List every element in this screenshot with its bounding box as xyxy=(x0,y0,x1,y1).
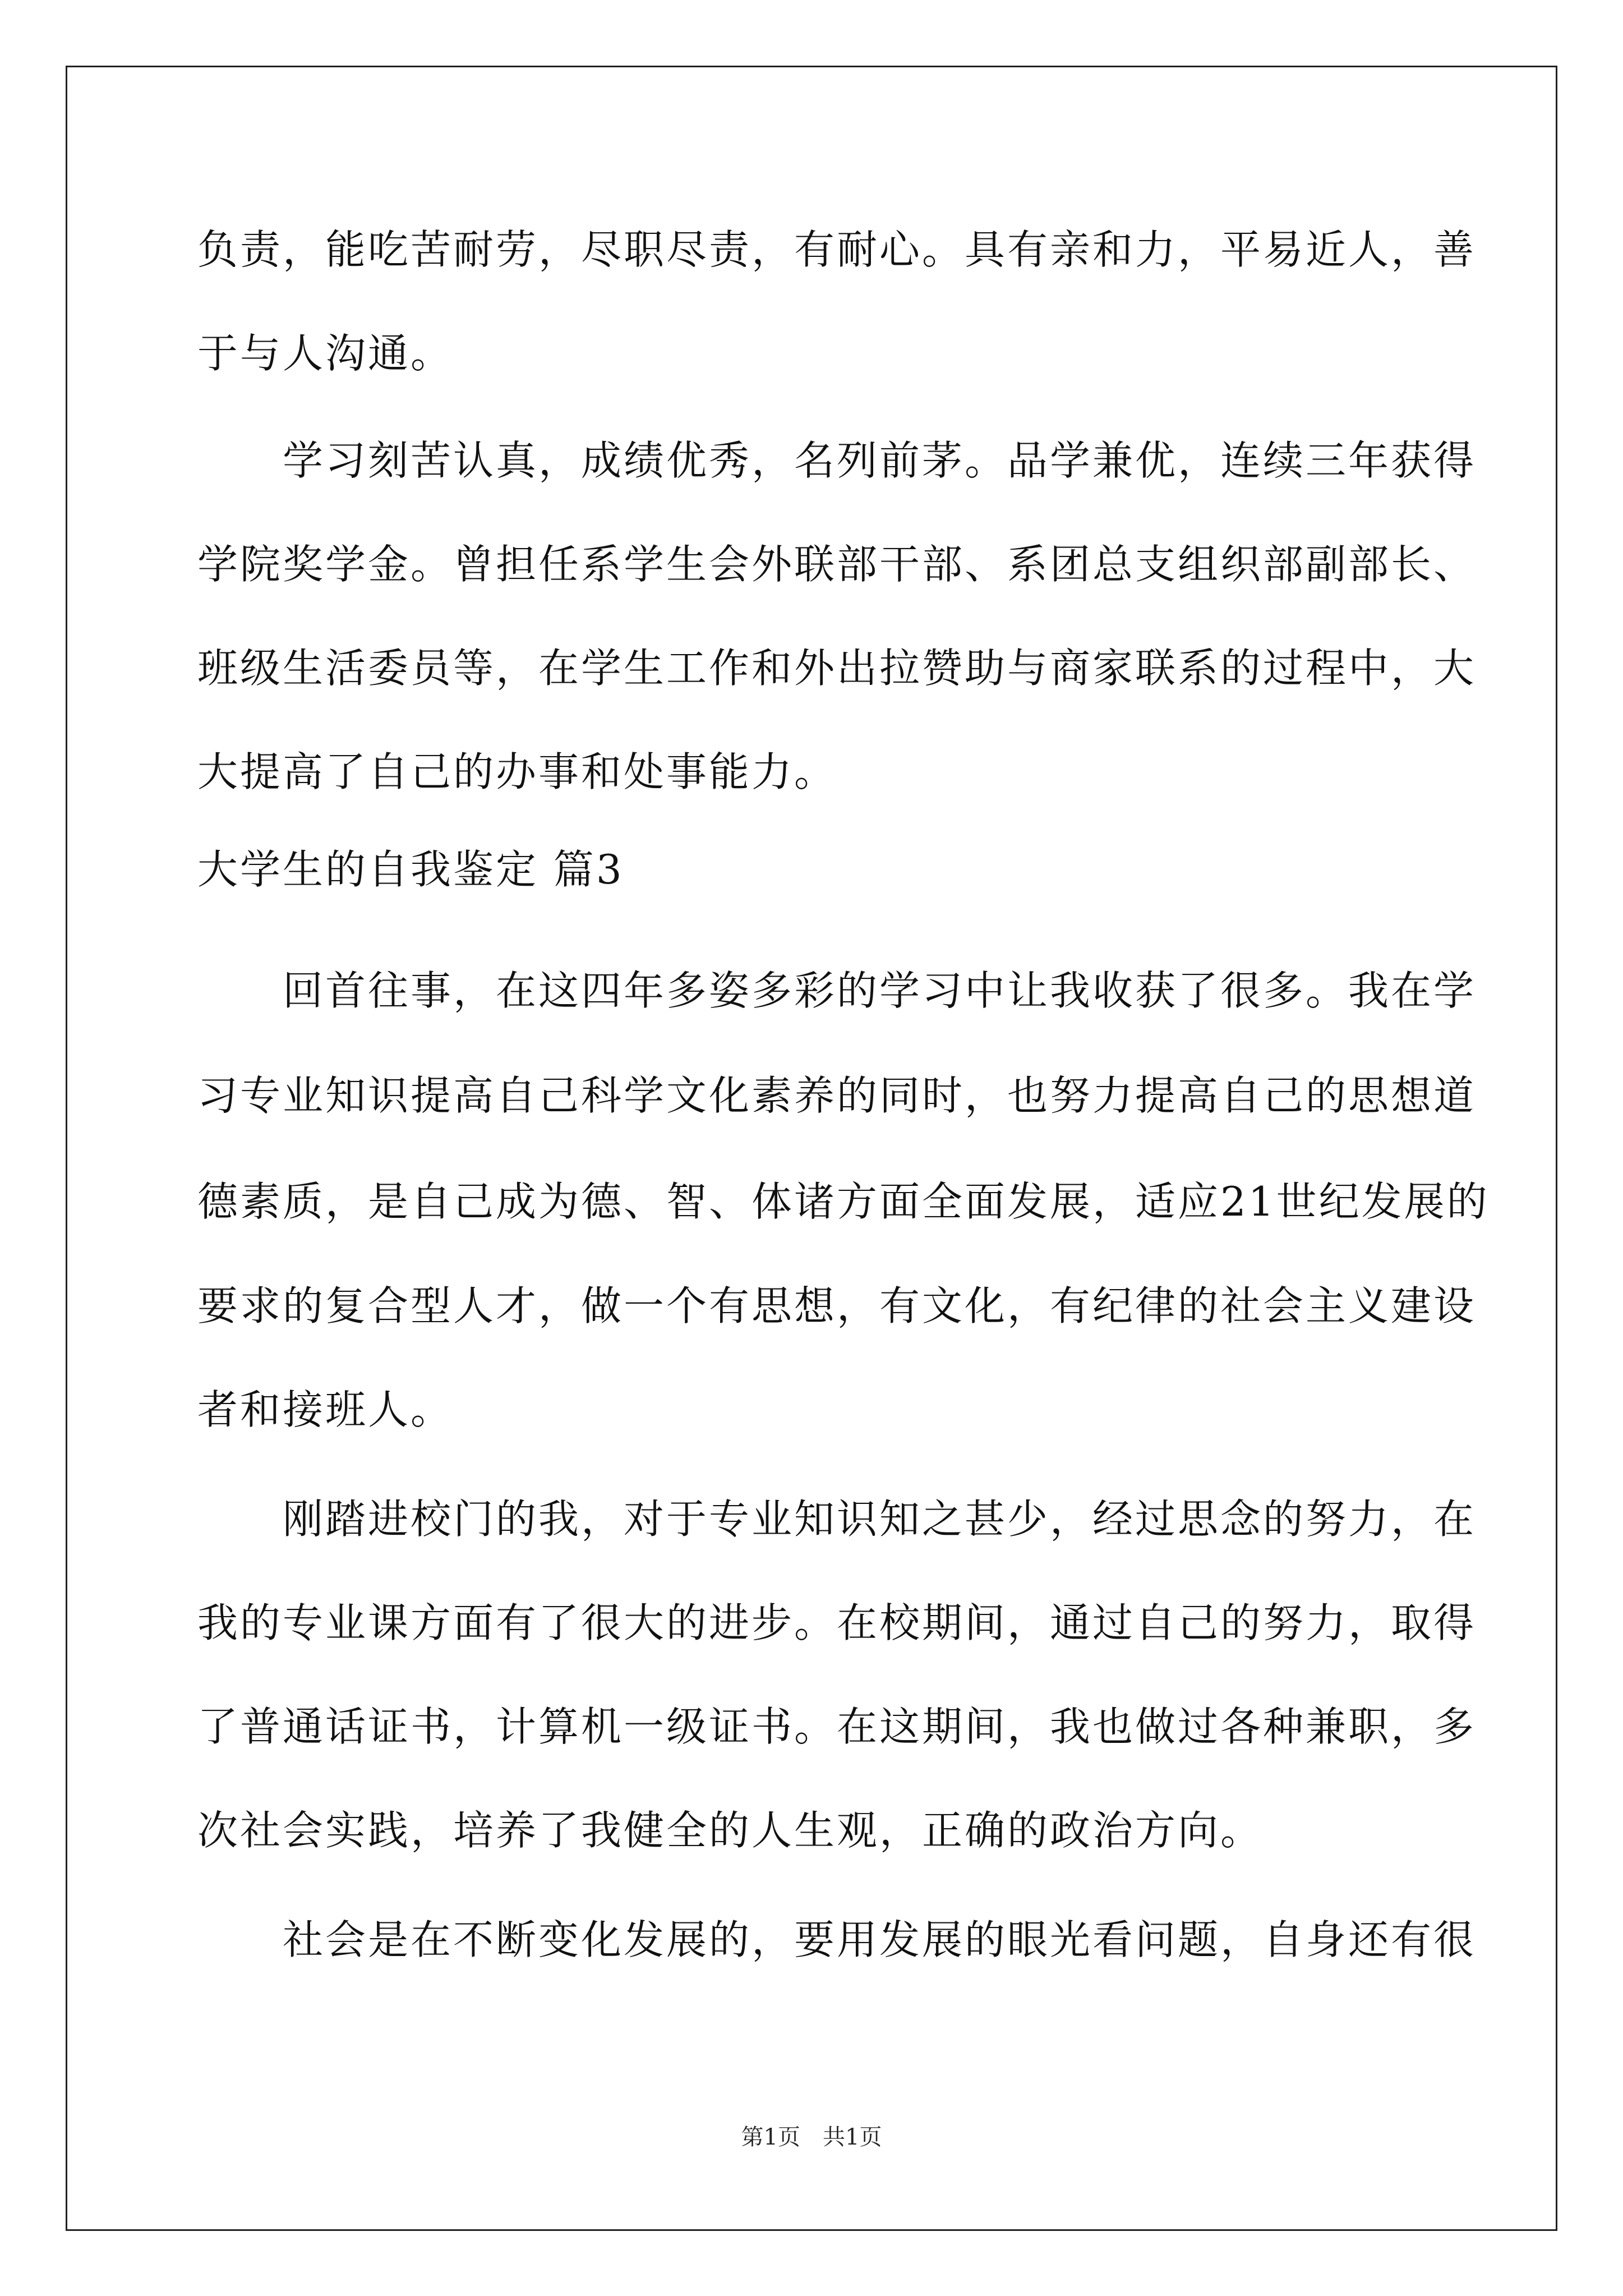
text-line: 了普通话证书，计算机一级证书。在这期间，我也做过各种兼职，多 xyxy=(197,1703,1477,1750)
text-line: 学院奖学金。曾担任系学生会外联部干部、系团总支组织部副部长、 xyxy=(197,541,1477,588)
text-line: 德素质，是自己成为德、智、体诸方面全面发展，适应21世纪发展的 xyxy=(197,1178,1490,1225)
text-line: 大提高了自己的办事和处事能力。 xyxy=(197,748,837,795)
text-line: 回首往事，在这四年多姿多彩的学习中让我收获了很多。我在学 xyxy=(283,967,1477,1014)
text-line: 次社会实践，培养了我健全的人生观，正确的政治方向。 xyxy=(197,1807,1264,1854)
section-heading: 大学生的自我鉴定 篇3 xyxy=(197,846,624,893)
text-line: 学习刻苦认真，成绩优秀，名列前茅。品学兼优，连续三年获得 xyxy=(283,437,1477,484)
text-line: 刚踏进校门的我，对于专业知识知之甚少，经过思念的努力，在 xyxy=(283,1496,1477,1543)
text-line: 于与人沟通。 xyxy=(197,330,454,377)
text-line: 要求的复合型人才，做一个有思想，有文化，有纪律的社会主义建设 xyxy=(197,1282,1477,1329)
text-line: 我的专业课方面有了很大的进步。在校期间，通过自己的努力，取得 xyxy=(197,1599,1477,1646)
page-border xyxy=(66,66,1557,2231)
text-line: 习专业知识提高自己科学文化素养的同时，也努力提高自己的思想道 xyxy=(197,1072,1477,1119)
page-number-footer: 第1页 共1页 xyxy=(741,2124,882,2150)
text-line: 社会是在不断变化发展的，要用发展的眼光看问题，自身还有很 xyxy=(283,1916,1477,1963)
text-line: 负责，能吃苦耐劳，尽职尽责，有耐心。具有亲和力，平易近人，善 xyxy=(197,226,1477,273)
text-line: 者和接班人。 xyxy=(197,1386,454,1433)
text-line: 班级生活委员等，在学生工作和外出拉赞助与商家联系的过程中，大 xyxy=(197,645,1477,692)
